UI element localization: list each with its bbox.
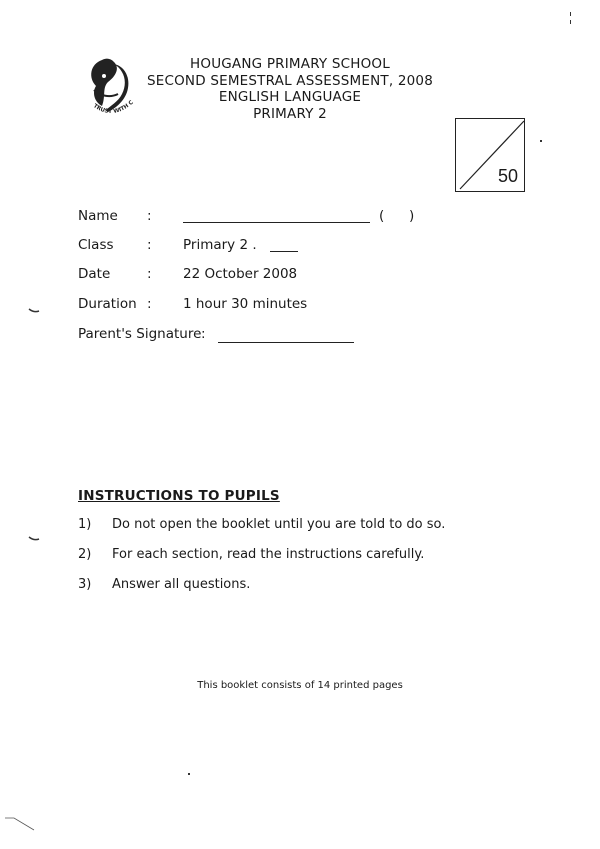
instruction-item: For each section, read the instructions carefully. [112,547,425,562]
level-title: PRIMARY 2 [253,105,327,122]
class-colon: : [147,237,152,253]
logo-motto: TRUST WITH C [92,99,135,116]
scan-mark [4,812,36,832]
date-value: 22 October 2008 [183,266,298,282]
name-paren-open: ( [379,208,385,224]
signature-field[interactable] [218,342,354,343]
scan-mark [28,308,40,314]
scan-mark [540,140,542,142]
name-field[interactable] [183,222,370,223]
duration-label: Duration [78,296,137,312]
assessment-title: SECOND SEMESTRAL ASSESSMENT, 2008 [146,72,433,89]
scan-mark [188,773,190,775]
class-field[interactable] [270,251,298,252]
class-value: Primary 2 . [183,237,257,253]
instructions-title: INSTRUCTIONS TO PUPILS [78,488,280,504]
signature-colon: : [201,326,206,342]
document-header [140,56,440,122]
class-label: Class [78,237,114,253]
school-logo [80,56,142,122]
name-label: Name [78,208,118,224]
duration-value: 1 hour 30 minutes [183,296,308,312]
scan-mark [570,20,571,24]
date-label: Date [78,266,111,282]
date-colon: : [147,266,152,282]
school-name: HOUGANG PRIMARY SCHOOL [190,56,390,72]
signature-label: Parent's Signature [78,326,202,342]
scan-mark [570,12,571,16]
name-colon: : [147,208,152,224]
page-count-note: This booklet consists of 14 printed pages [197,680,403,691]
score-total: 50 [497,166,518,186]
instruction-item: Answer all questions. [112,577,251,592]
instruction-number: 3) [78,577,92,592]
instruction-number: 1) [78,517,92,532]
name-paren-close: ) [409,208,415,224]
scan-mark [28,536,40,542]
score-box [455,118,525,192]
subject-title: ENGLISH LANGUAGE [218,89,362,105]
duration-colon: : [147,296,152,312]
instruction-item: Do not open the booklet until you are told to do so. [112,517,446,532]
instruction-number: 2) [78,547,92,562]
